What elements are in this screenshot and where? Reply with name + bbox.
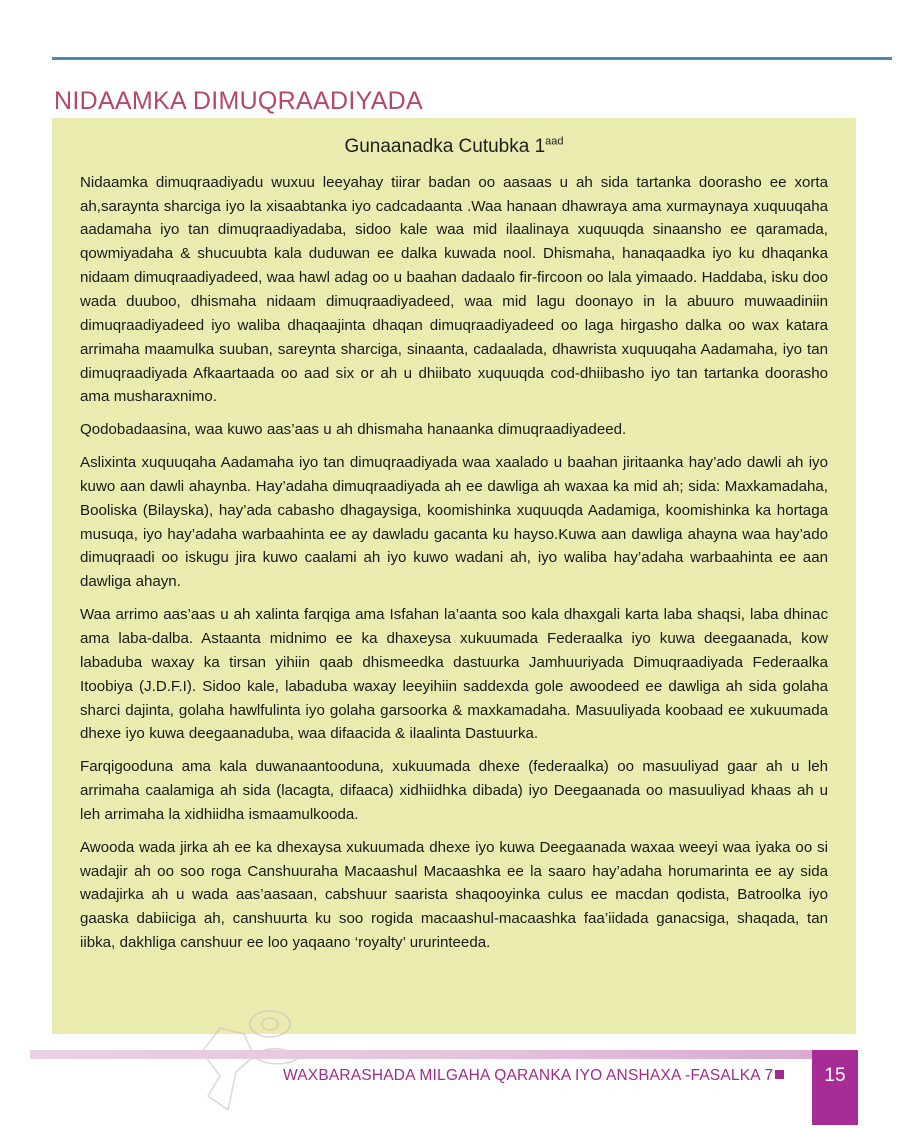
- panel-heading: [80, 136, 828, 159]
- content-panel: [52, 118, 856, 1034]
- footer-divider-bar: [30, 1050, 830, 1059]
- paragraph-6: Awooda wada jirka ah ee ka dhexaysa xukuumada dhexe iyo kuwa Deegaanada waxaa weeyi waa iyaka oo si wadajir ah oo soo roga Canshuuraha Macaashul Macaashka ee la saaro hay’adaha horumarinta ee ay sida wadajirka ah u wada aas’aasaan, cabshuur saarista shaqooyinka culus ee macdan qodista, Batroolka iyo gaaska dabiiciga ah, canshuurta ku soo rogida macaashul-macaashka faa’iidada ganacsiga, shaqada, tan iibka, dakhliga canshuur ee loo yaqaano ‘royalty’ ururinteeda.: [80, 838, 828, 952]
- paragraph-2: Qodobadaasina, waa kuwo aas’aas u ah dhismaha hanaanka dimuqraadiyadeed.: [80, 421, 627, 439]
- page-title: NIDAAMKA DIMUQRAADIYADA: [54, 86, 423, 115]
- paragraph-1: Nidaamka dimuqraadiyadu wuxuu leeyahay tiirar badan oo aasaas u ah sida tartanka doorasho ee xorta ah,saraynta sharciga iyo la xisaabtanka iyo cadcadaanta .Waa hanaan dhawraya ama xurmaynaya xuquuqaha aadamaha iyo tan dimuqraadiyadaba, sidoo kale waa mid ilaalinaya xuquuqda sinaansho ee qaramada, qowmiyadaha & shucuubta kala duduwan ee dalka kuwada nool. Dhismaha, hanaqaadka iyo ku dhaqanka nidaam dimuqraadiyadeed, waa hawl adag oo u baahan dadaalo fir-fircoon oo lala yimaado. Haddaba, isku doo wada duuboo, dhismaha nidaam dimuqraadiyadeed, waa mid lagu doonayo in la abuuro muwaadiniin dimuqraadiyadeed iyo waliba dhaqaajinta dhaqan dimuqraadiyadeed oo laga hirgasho dalka oo wax katara arrimaha maamulka suuban, sareynta sharciga, sinaanta, cadaalada, dhawrista xuquuqaha Aadamaha, iyo tan dimuqraadiyada Afkaartaada oo aad six or ah u dhiibato xuquuqda cod-dhiibasho iyo tan tartanka doorasho ama musharaxnimo.: [80, 173, 828, 406]
- paragraph-4: Waa arrimo aas’aas u ah xalinta farqiga ama Isfahan la’aanta soo kala dhaxgali karta laba shaqsi, laba dhinac ama laba-dalba. Astaanta midnimo ee ka dhaxeysa xukuumada Federaalka iyo kuwa deegaanada, kow labaduba waxay ka tirsan yihiin qaab dhismeedka dastuurka Jamhuuriyada Dimuqraadiyada Federaalka Itoobiya (J.D.F.I). Sidoo kale, labaduba waxay leeyihiin saddexda gole awoodeed ee dawliga ah sida golaha sharci dajinta, golaha hawlfulinta iyo golaha garsoorka & maxkamadaha. Masuuliyada koobaad ee xukuumada dhexe iyo kuwa deegaanaduba, waa difaacida & ilaalinta Dastuurka.: [80, 606, 828, 743]
- footer-caption: [283, 1067, 784, 1085]
- footer-caption-text: WAXBARASHADA MILGAHA QARANKA IYO ANSHAXA -FASALKA 7: [283, 1067, 774, 1084]
- page-number-badge: [812, 1050, 858, 1125]
- top-rule-divider: [52, 57, 892, 60]
- panel-heading-text: Gunaanadka Cutubka 1: [344, 136, 546, 157]
- panel-heading-superscript: aad: [545, 135, 564, 148]
- square-bullet-icon: [775, 1070, 784, 1079]
- paragraph-5: Farqigooduna ama kala duwanaantooduna, xukuumada dhexe (federaalka) oo masuuliyad gaar ah u leh arrimaha caalamiga ah sida (lacagta, difaaca) xidhiidhka dibada) iyo Deegaanada oo masuuliyad khaas ah u leh arrimaha la xidhiidha ismaamulkooda.: [80, 758, 828, 823]
- paragraph-3: Aslixinta xuquuqaha Aadamaha iyo tan dimuqraadiyada waa xaalado u baahan jiritaanka hay’ado dawli ah iyo kuwo aan dawli ahaynba. Hay’adaha dimuqraadiyada ah ee dawliga ah waxaa ka mid ah; sida: Maxkamadaha, Booliska (Bilayska), hay’ada cabasho dhagaysiga, koomishinka xuquuqda Aadamiga, koomishinka ka hortaga musuqa, iyo hay’adaha warbaahinta ee ay dawladu gacanta ku hayso.Kuwa aan dawliga ahayna waa hay’ado dimuqraadi oo iskugu jira kuwo caalami ah iyo kuwo wadani ah, iyo waliba hay’adaha warbaahinta ee aan dawliga ahayn.: [80, 454, 828, 591]
- page-number-label: 15: [824, 1065, 846, 1086]
